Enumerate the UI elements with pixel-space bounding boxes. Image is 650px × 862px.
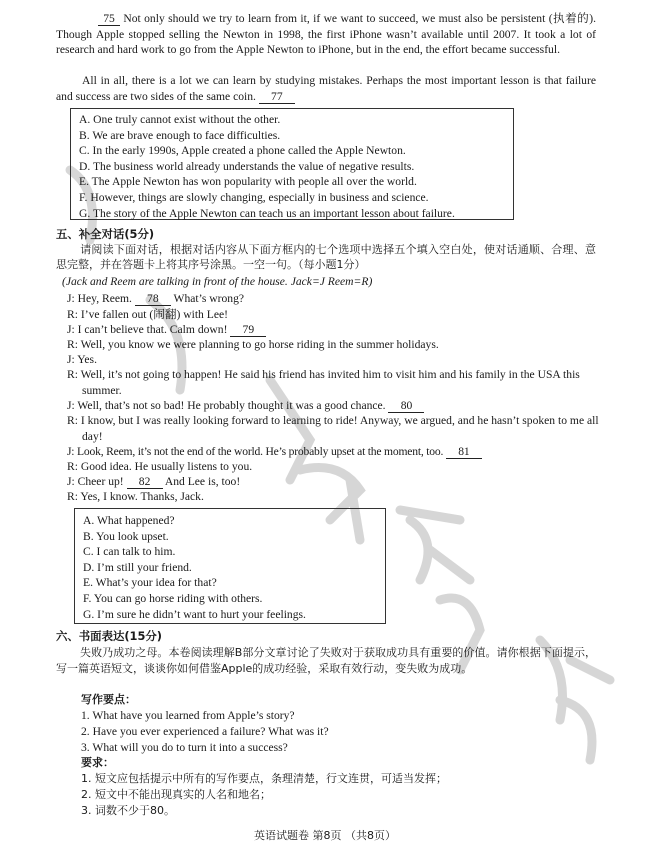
- reading-option: B. We are brave enough to face difficulties.: [79, 128, 281, 142]
- dialogue-line: J: Hey, Reem. 78 What’s wrong?: [67, 292, 245, 305]
- page-footer: 英语试题卷 第8页 （共8页）: [254, 829, 396, 842]
- dialogue-line: R: Well, it’s not going to happen! He said his friend has invited him to visit him and his family in the USA this summer.: [67, 368, 580, 397]
- paragraph-conclusion-text: All in all, there is a lot we can learn by studying mistakes. Perhaps the most important lesson is that failure and success are two sides of the same coin.: [56, 74, 596, 103]
- section6-intro: [56, 645, 596, 676]
- blank-81: 81: [446, 445, 482, 459]
- dialogue-line: R: I’ve fallen out (闹翻) with Lee!: [67, 308, 228, 321]
- reading-option: C. In the early 1990s, Apple created a phone called the Apple Newton.: [79, 144, 406, 158]
- blank-77: 77: [259, 90, 295, 104]
- dialogue-line: J: Well, that’s not so bad! He probably thought it was a good chance. 80: [67, 398, 597, 414]
- dialogue-line: J: Yes.: [67, 353, 97, 366]
- blank-75: 75: [98, 12, 120, 26]
- dialogue-line: R: Yes, I know. Thanks, Jack.: [67, 490, 204, 503]
- blank-82: 82: [127, 475, 163, 489]
- section6-heading: 六、书面表达(15分): [56, 629, 162, 643]
- dialogue-line: R: Good idea. He usually listens to you.: [67, 460, 253, 473]
- writing-point: 1. What have you learned from Apple’s story?: [81, 709, 295, 722]
- dialogue-line: R: I know, but I was really looking forward to learning to ride! Anyway, we argued, and he hasn’t spoken to me all day!: [67, 414, 599, 443]
- reading-option: E. The Apple Newton has won popularity with people all over the world.: [79, 175, 417, 189]
- paragraph-75-text: Not only should we try to learn from it, if we want to succeed, we must also be persistent (执着的). Though Apple stopped selling the Newton in 1998, the first iPhone wasn’t available until 2007. It took a lot of research and hard work to go from the Apple Newton to iPhone, but in the end, the effort became successful.: [56, 12, 596, 57]
- reading-option: D. The business world already understands the value of negative results.: [79, 159, 415, 173]
- reading-option: G. The story of the Apple Newton can teach us an important lesson about failure.: [79, 206, 455, 220]
- section5-instruction-text: 请阅读下面对话，根据对话内容从下面方框内的七个选项中选择五个填入空白处，使对话通顺、合理、意思完整，并在答题卡上将其序号涂黑。一空一句。（每小题1分）: [56, 243, 596, 271]
- requirement: 1. 短文应包括提示中所有的写作要点，条理清楚，行文连贯，可适当发挥；: [81, 772, 447, 785]
- paragraph-conclusion: [56, 73, 596, 104]
- dialogue-option: C. I can talk to him.: [83, 545, 176, 559]
- section6-intro-text: 失败乃成功之母。本卷阅读理解B部分文章讨论了失败对于获取成功具有重要的价值。请你根据下面提示，写一篇英语短文，谈谈你如何借鉴Apple的成功经验，采取有效行动，变失败为成功。: [56, 646, 596, 675]
- dialogue-line: J: Look, Reem, it’s not the end of the world. He’s probably upset at the moment, too. 81: [67, 444, 597, 460]
- section5-heading: 五、补全对话(5分): [56, 227, 155, 241]
- writing-point: 3. What will you do to turn it into a success?: [81, 741, 288, 754]
- dialogue-option: B. You look upset.: [83, 529, 169, 543]
- dialogue-line: J: I can’t believe that. Calm down! 79: [67, 322, 597, 338]
- blank-78: 78: [135, 292, 171, 306]
- dialogue-line: R: Well, you know we were planning to go horse riding in the summer holidays.: [67, 338, 439, 351]
- blank-79: 79: [230, 323, 266, 337]
- dialogue-option: A. What happened?: [83, 514, 175, 527]
- requirement: 2. 短文中不能出现真实的人名和地名；: [81, 788, 271, 801]
- writing-point: 2. Have you ever experienced a failure? What was it?: [81, 725, 329, 738]
- dialogue-option: E. What’s your idea for that?: [83, 576, 217, 590]
- reading-option: F. However, things are slowly changing, especially in business and science.: [79, 190, 429, 204]
- paragraph-75: [56, 11, 596, 58]
- dialogue-line: J: Cheer up! 82 And Lee is, too!: [67, 475, 241, 488]
- writing-points-label: 写作要点：: [81, 693, 136, 706]
- reading-options-box: [70, 108, 514, 220]
- requirement: 3. 词数不少于80。: [81, 804, 175, 817]
- requirements-label: 要求：: [81, 756, 114, 769]
- dialogue-context: (Jack and Reem are talking in front of the house. Jack=J Reem=R): [62, 275, 373, 288]
- dialogue-option: F. You can go horse riding with others.: [83, 591, 263, 605]
- section5-instruction: [56, 242, 596, 272]
- dialogue-options-box: [74, 508, 386, 624]
- blank-80: 80: [388, 399, 424, 413]
- dialogue-option: G. I’m sure he didn’t want to hurt your feelings.: [83, 607, 306, 621]
- dialogue-option: D. I’m still your friend.: [83, 560, 192, 574]
- reading-option: A. One truly cannot exist without the other.: [79, 113, 281, 126]
